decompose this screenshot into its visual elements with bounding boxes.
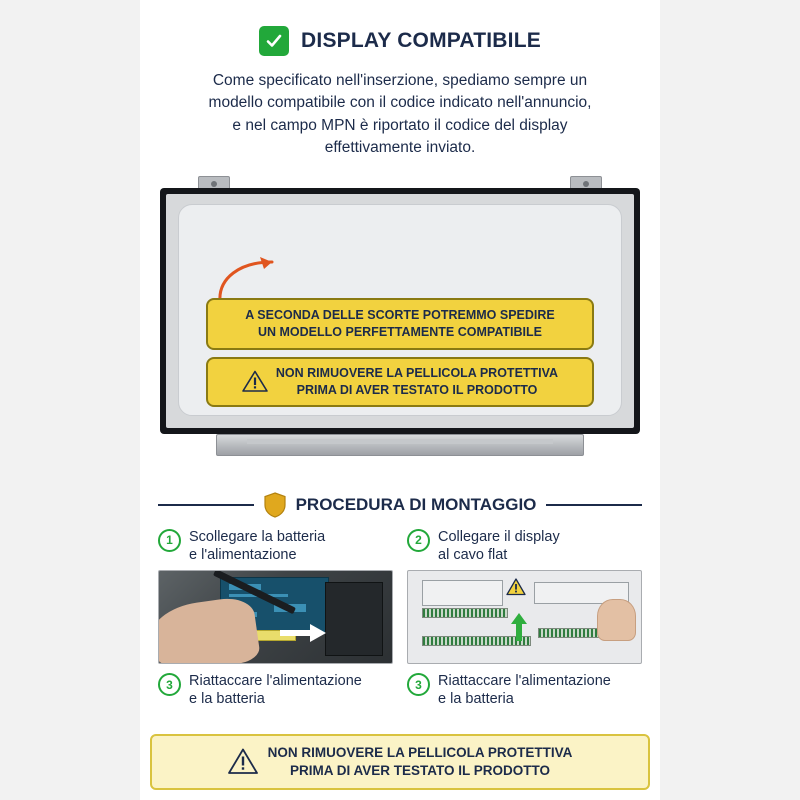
warning-triangle-icon [228, 748, 258, 775]
step-1-number: 1 [158, 529, 181, 552]
procedure-steps-lower [158, 672, 642, 708]
panel-bottom-bezel [216, 434, 584, 456]
white-arrow-icon [280, 624, 326, 642]
intro-line-1: Come specificato nell'inserzione, spediamo sempre un [212, 72, 588, 89]
green-up-arrow-icon [511, 613, 527, 641]
step-2-text [438, 528, 560, 564]
intro-paragraph [162, 70, 638, 160]
stock-notice-line-1: A SECONDA DELLE SCORTE POTREMMO SPEDIRE [245, 307, 555, 322]
content-column [140, 0, 660, 800]
divider-right [546, 504, 642, 506]
step-3-left-line-2: e la batteria [189, 691, 265, 708]
step-3-right [407, 672, 642, 708]
footer-warning-text [268, 744, 573, 780]
shield-icon [264, 492, 286, 518]
footer-warning-line-1: NON RIMUOVERE LA PELLICOLA PROTETTIVA [267, 744, 573, 760]
film-warning-line-1: NON RIMUOVERE LA PELLICOLA PROTETTIVA [275, 365, 559, 380]
step-2-line-2: al cavo flat [438, 547, 508, 563]
panel-frame [160, 188, 640, 434]
step-1-line-1: Scollegare la batteria [189, 528, 326, 545]
left-margin-strip [0, 0, 140, 800]
warning-triangle-icon [506, 578, 526, 596]
step-3-right-number: 3 [407, 673, 430, 696]
warning-triangle-icon [242, 370, 268, 393]
step-3-left [158, 672, 393, 708]
step-3-left-line-1: Riattaccare l'alimentazione [189, 673, 362, 690]
flat-cable-connector-photo [407, 570, 642, 664]
footer-warning-line-2: PRIMA DI AVER TESTATO IL PRODOTTO [289, 762, 550, 778]
step-2-header [407, 528, 642, 564]
procedure-title: PROCEDURA DI MONTAGGIO [295, 494, 537, 514]
step-1 [158, 528, 393, 664]
intro-line-4: effettivamente inviato. [324, 139, 476, 157]
step-3-left-text [189, 672, 362, 708]
step-2-number: 2 [407, 529, 430, 552]
panel-surface [166, 194, 634, 428]
header [140, 26, 660, 56]
check-icon [259, 26, 289, 56]
step-3-right-line-1: Riattaccare l'alimentazione [438, 673, 611, 690]
film-warning-line-2: PRIMA DI AVER TESTATO IL PRODOTTO [296, 382, 538, 397]
film-warning-callout [206, 357, 594, 407]
step-1-text [189, 528, 325, 564]
battery-shape [325, 582, 383, 656]
page-title: DISPLAY COMPATIBILE [301, 29, 541, 52]
connector-block-1 [422, 580, 503, 606]
procedure-heading [158, 492, 642, 518]
right-margin-strip [660, 0, 800, 800]
finger-shape [597, 599, 636, 641]
stock-notice-callout [206, 298, 594, 350]
step-2 [407, 528, 642, 664]
divider-left [158, 504, 254, 506]
intro-line-2: modello compatibile con il codice indicato nell'annuncio, [208, 94, 592, 112]
footer-warning-banner [150, 734, 650, 790]
hand-shape [158, 595, 261, 664]
curved-arrow-icon [214, 256, 284, 304]
step-3-right-line-2: e la batteria [438, 691, 514, 708]
step-3-left-number: 3 [158, 673, 181, 696]
display-panel-illustration [156, 176, 644, 476]
step-2-line-1: Collegare il display [438, 528, 560, 545]
stock-notice-line-2: UN MODELLO PERFETTAMENTE COMPATIBILE [257, 324, 542, 339]
flat-cable-1 [422, 608, 508, 618]
intro-line-3: e nel campo MPN è riportato il codice del display [232, 116, 568, 134]
step-3-right-text [438, 672, 611, 708]
step-1-line-2: e l'alimentazione [189, 547, 297, 563]
procedure-steps-upper [158, 528, 642, 664]
laptop-internals-photo [158, 570, 393, 664]
film-warning-text [276, 365, 558, 399]
step-1-header [158, 528, 393, 564]
